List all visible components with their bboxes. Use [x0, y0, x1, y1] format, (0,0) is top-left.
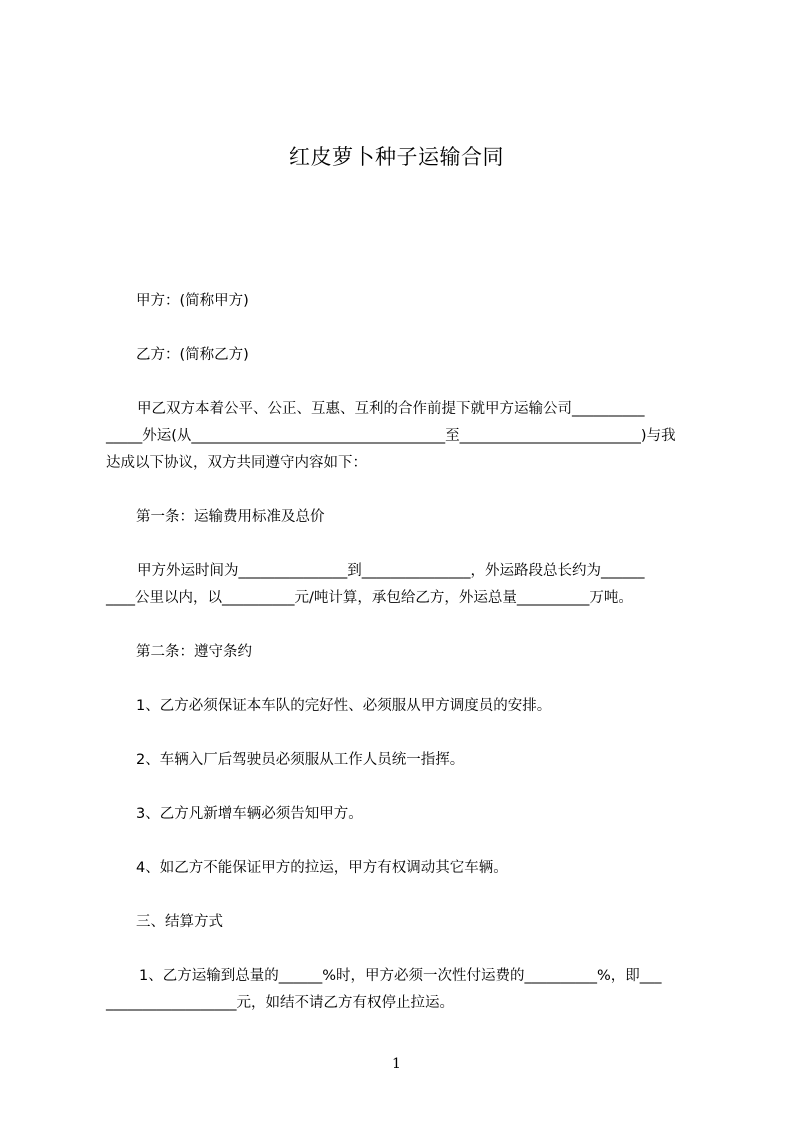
article-1-heading: 第一条：运输费用标准及总价: [136, 509, 325, 525]
settlement-line-1: 1、乙方运输到总量的______%时，甲方必须一次性付运费的__________%，即___: [139, 968, 662, 984]
rule-1: 1、乙方必须保证本车队的完好性、必须服从甲方调度员的安排。: [136, 698, 552, 714]
article-1-line-1: 甲方外运时间为_______________到_______________，外运路段总长约为______: [137, 563, 645, 579]
rule-3: 3、乙方凡新增车辆必须告知甲方。: [136, 806, 363, 822]
article-3-heading: 三、结算方式: [136, 914, 223, 930]
intro-paragraph-line-3: 达成以下协议，双方共同遵守内容如下：: [106, 455, 367, 471]
party-a-line: 甲方：(简称甲方): [136, 293, 249, 309]
settlement-line-2: __________________元，如结不请乙方有权停止拉运。: [106, 995, 454, 1011]
party-b-line: 乙方：(简称乙方): [136, 347, 249, 363]
article-1-line-2: ____公里以内，以__________元/吨计算，承包给乙方，外运总量__________万吨。: [106, 590, 633, 606]
rule-4: 4、如乙方不能保证甲方的拉运，甲方有权调动其它车辆。: [136, 860, 508, 876]
page-number: 1: [392, 1056, 401, 1072]
document-title: 红皮萝卜种子运输合同: [289, 145, 504, 169]
rule-2: 2、车辆入厂后驾驶员必须服从工作人员统一指挥。: [136, 752, 465, 768]
intro-paragraph-line-1: 甲乙双方本着公平、公正、互惠、互利的合作前提下就甲方运输公司__________: [137, 401, 645, 417]
article-2-heading: 第二条：遵守条约: [136, 644, 252, 660]
intro-paragraph-line-2: _____外运(从___________________________________至_________________________)与我: [106, 428, 676, 444]
